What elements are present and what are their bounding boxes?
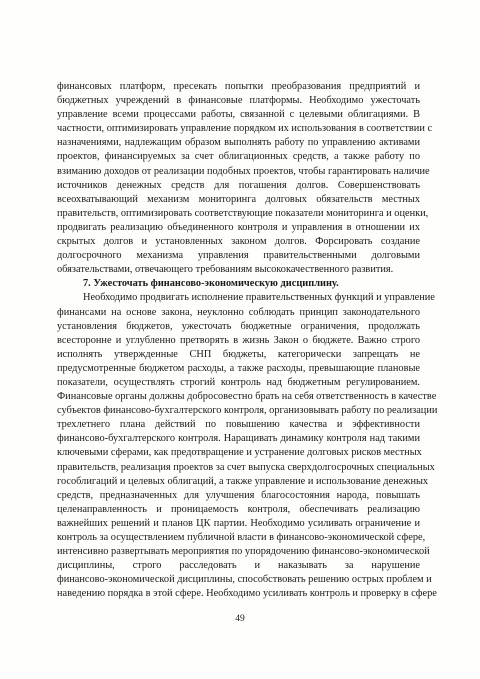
section-heading: 7. Ужесточать финансово-экономическую дисциплину. xyxy=(83,278,339,290)
text-line: долгосрочного механизма управления правительственными долговыми xyxy=(57,250,420,262)
text-line: Необходимо продвигать исполнение правительственных функций и управление xyxy=(83,292,435,304)
text-line: субъектов финансово-бухгалтерского контроля, организовывать работу по реализации xyxy=(57,405,438,417)
text-line: гособлигаций и целевых облигаций, а также управление и использование денежных xyxy=(57,475,429,487)
text-line: исполнять утвержденные СНП бюджеты, категорически запрещать не xyxy=(57,348,420,360)
text-line: показатели, осуществлять строгий контроль над бюджетным регулированием. xyxy=(57,376,420,388)
text-line: контроль за осуществлением публичной власти в финансово-экономической сфере, xyxy=(57,532,426,543)
page-number: 49 xyxy=(235,614,245,624)
text-line: правительств, оптимизировать соответствующие показатели мониторинга и оценки, xyxy=(57,207,429,219)
text-line: всеохватывающий механизм мониторинга долговых обязательств местных xyxy=(57,193,420,205)
text-line: продвигать реализацию объединенного контроля и управления в отношении их xyxy=(57,221,420,233)
text-line: целенаправленность и проницаемость контроля, обеспечивать реализацию xyxy=(57,503,420,515)
paragraph-financial-discipline xyxy=(57,291,438,601)
text-line: установления бюджетов, ужесточать бюджетные ограничения, продолжать xyxy=(57,320,420,332)
text-line: Финансовые органы должны добросовестно брать на себя ответственность в качестве xyxy=(57,391,437,403)
text-line: предусмотренные бюджетом расходы, а также расходы, превышающие плановые xyxy=(57,362,420,374)
text-line: всесторонне и углубленно претворять в жизнь Закон о бюджете. Важно строго xyxy=(57,334,420,346)
paragraph-debt-management xyxy=(57,80,433,277)
text-line: дисциплины, строго расследовать и наказывать за нарушение xyxy=(57,560,420,572)
text-line: важнейших решений и планов ЦК партии. Необходимо усиливать ограничение и xyxy=(57,517,420,529)
text-line: средств, предназначенных для улучшения благосостояния народа, повышать xyxy=(57,489,420,501)
text-line: частности, оптимизировать управление порядком их использования в соответствии с xyxy=(57,123,433,135)
text-line: взиманию доходов от реализации подобных проектов, чтобы гарантировать наличие xyxy=(57,165,430,177)
text-line: финансово-экономической дисциплины, способствовать решению острых проблем и xyxy=(57,574,432,586)
text-line: скрытых долгов и установленных законом долгов. Форсировать создание xyxy=(57,236,420,248)
text-line: бюджетных учреждений в финансовые платформы. Необходимо ужесточать xyxy=(57,95,420,107)
text-line: источников денежных средств для погашения долгов. Совершенствовать xyxy=(57,179,420,191)
text-line: управление всеми процессами работы, связанной с целевыми облигациями. В xyxy=(57,109,420,121)
text-line: обязательствами, отвечающего требованиям высококачественного развития. xyxy=(57,264,394,276)
text-line: интенсивно развертывать мероприятия по упорядочению финансово-экономической xyxy=(57,546,430,558)
text-line: проектов, финансируемых за счет облигационных средств, а также работу по xyxy=(57,151,420,163)
text-line: финансовых платформ, пресекать попытки преобразования предприятий и xyxy=(57,81,420,92)
text-line: финансами на основе закона, неуклонно соблюдать принцип законодательного xyxy=(57,306,420,318)
text-line: наведению порядка в этой сфере. Необходимо усиливать контроль и проверку в сфере xyxy=(57,588,437,600)
body-text xyxy=(57,80,438,601)
text-line: трехлетнего плана действий по повышению качества и эффективности xyxy=(57,419,420,431)
text-line: финансово-бухгалтерского контроля. Наращивать динамику контроля над такими xyxy=(57,433,420,445)
text-line: правительств, реализация проектов за счет выпуска сверхдолгосрочных специальных xyxy=(57,461,435,473)
text-line: ключевыми сферами, как предотвращение и устранение долговых рисков местных xyxy=(57,447,422,459)
text-line: назначениями, надлежащим образом выполнять работу по управлению активами xyxy=(57,137,420,149)
